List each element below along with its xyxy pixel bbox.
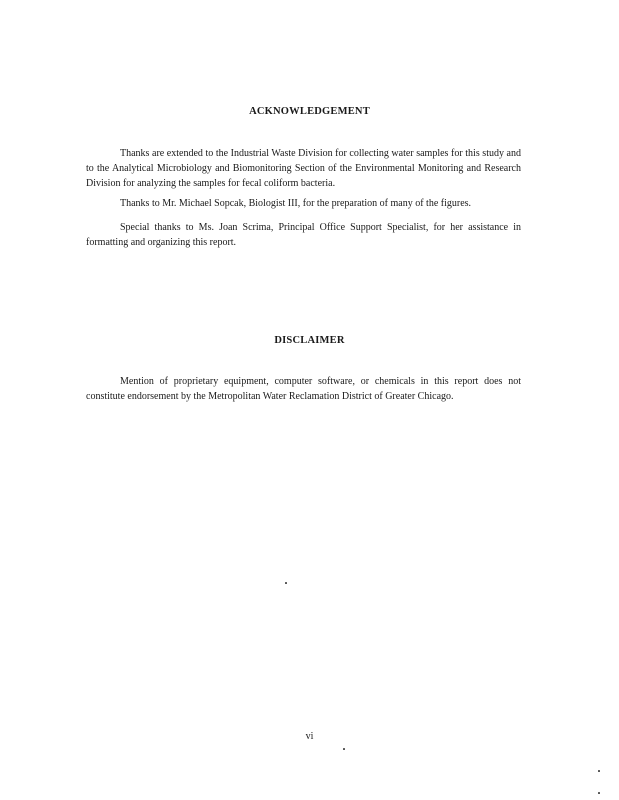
acknowledgement-heading: ACKNOWLEDGEMENT [249,106,370,117]
scan-speck [598,770,600,772]
scan-speck [598,792,600,794]
page-number: vi [305,731,314,742]
disclaimer-paragraph: Mention of proprietary equipment, computer software, or chemicals in this report does not constitute endorsement by the Metropolitan Water Reclamation District of Greater Chicago. [86,376,521,402]
acknowledgement-paragraph-1: Thanks are extended to the Industrial Waste Division for collecting water samples for this study and to the Analytical Microbiology and Biomonitoring Section of the Environmental Monitoring and Research Division for analyzing the samples for fecal coliform bacteria. [86,148,521,189]
scan-speck [343,748,345,750]
acknowledgement-paragraph-3: Special thanks to Ms. Joan Scrima, Principal Office Support Specialist, for her assistance in formatting and organizing this report. [86,222,521,248]
scan-speck [285,582,287,584]
disclaimer-heading: DISCLAIMER [274,335,345,346]
acknowledgement-paragraph-2: Thanks to Mr. Michael Sopcak, Biologist III, for the preparation of many of the figures. [120,198,472,209]
